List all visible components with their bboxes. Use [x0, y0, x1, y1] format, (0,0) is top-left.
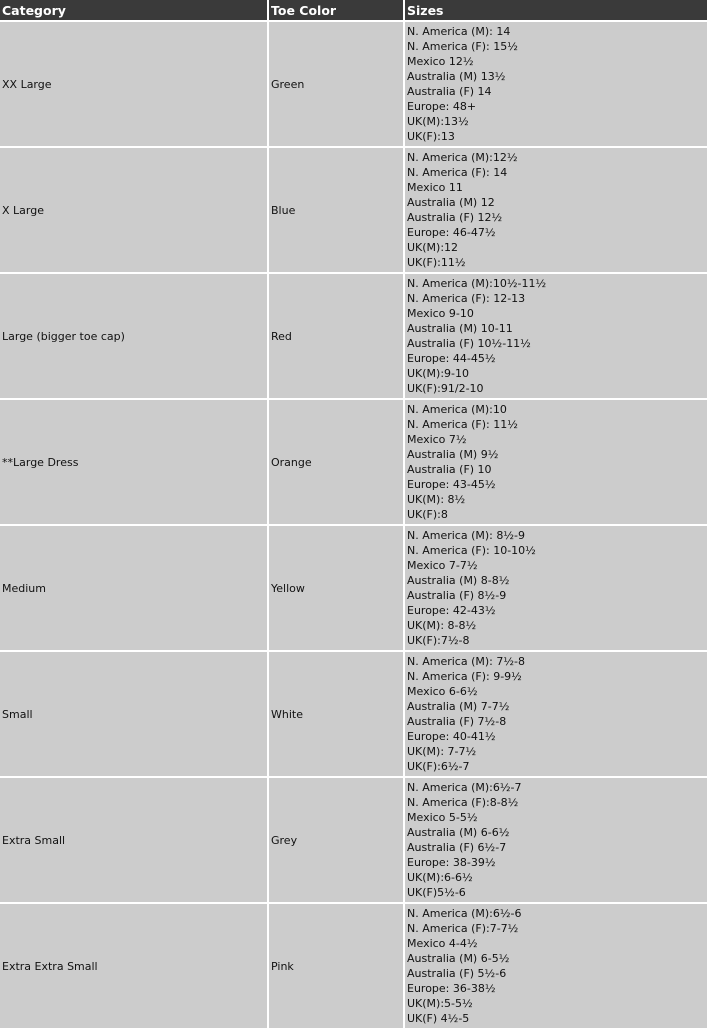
size-entry: Australia (M) 9½ — [407, 448, 499, 461]
table-row — [0, 22, 707, 146]
size-entry: N. America (F): 12-13 — [407, 292, 526, 305]
size-entry: N. America (F): 15½ — [407, 40, 518, 53]
toe-color-cell: Green — [269, 22, 403, 146]
size-entry: Mexico 4-4½ — [407, 937, 478, 950]
size-entry: UK(F):6½-7 — [407, 760, 470, 773]
toe-color-cell: Yellow — [269, 526, 403, 650]
size-entry: Australia (F) 6½-7 — [407, 841, 507, 854]
toe-color-cell: Red — [269, 274, 403, 398]
category-cell: Extra Extra Small — [0, 904, 267, 1028]
size-entry: N. America (M): 14 — [407, 25, 511, 38]
category-cell: Medium — [0, 526, 267, 650]
size-entry: Australia (F) 14 — [407, 85, 492, 98]
size-entry: Australia (F) 10½-11½ — [407, 337, 531, 350]
size-entry: UK(F):11½ — [407, 256, 466, 269]
column-header-toe-color: Toe Color — [269, 0, 403, 20]
size-entry: UK(F) 4½-5 — [407, 1012, 470, 1025]
size-entry: Australia (M) 12 — [407, 196, 495, 209]
size-entry: UK(F)5½-6 — [407, 886, 466, 899]
size-entry: N. America (M):6½-7 — [407, 781, 522, 794]
column-header-category: Category — [0, 0, 267, 20]
table-row — [0, 652, 707, 776]
size-entry: Australia (M) 10-11 — [407, 322, 513, 335]
sizes-cell — [405, 652, 707, 776]
size-entry: Mexico 5-5½ — [407, 811, 478, 824]
size-entry: UK(M):12 — [407, 241, 459, 254]
size-entry: Europe: 48+ — [407, 100, 477, 113]
size-entry: Australia (F) 8½-9 — [407, 589, 507, 602]
size-entry: UK(M): 7-7½ — [407, 745, 477, 758]
size-entry: Australia (F) 7½-8 — [407, 715, 507, 728]
size-entry: UK(M): 8½ — [407, 493, 466, 506]
size-entry: UK(M):5-5½ — [407, 997, 473, 1010]
toe-color-cell: Pink — [269, 904, 403, 1028]
table-row — [0, 904, 707, 1028]
sizes-cell — [405, 148, 707, 272]
size-entry: UK(F):13 — [407, 130, 455, 143]
size-entry: N. America (M): 8½-9 — [407, 529, 525, 542]
sizes-cell — [405, 400, 707, 524]
size-entry: Australia (M) 7-7½ — [407, 700, 510, 713]
category-cell: Extra Small — [0, 778, 267, 902]
size-entry: Mexico 7-7½ — [407, 559, 478, 572]
size-entry: Australia (F) 12½ — [407, 211, 503, 224]
size-entry: N. America (F): 10-10½ — [407, 544, 536, 557]
size-entry: Mexico 7½ — [407, 433, 467, 446]
toe-color-cell: White — [269, 652, 403, 776]
size-entry: N. America (F): 11½ — [407, 418, 518, 431]
sizes-cell — [405, 274, 707, 398]
size-entry: N. America (F): 14 — [407, 166, 508, 179]
toe-color-cell: Grey — [269, 778, 403, 902]
column-header-sizes: Sizes — [405, 0, 707, 20]
size-entry: N. America (M):12½ — [407, 151, 518, 164]
size-entry: Australia (M) 6-6½ — [407, 826, 510, 839]
category-cell: Small — [0, 652, 267, 776]
sizes-cell — [405, 22, 707, 146]
size-entry: N. America (F): 9-9½ — [407, 670, 522, 683]
table-row — [0, 778, 707, 902]
size-entry: UK(F):7½-8 — [407, 634, 470, 647]
size-entry: Mexico 12½ — [407, 55, 474, 68]
size-entry: UK(M): 8-8½ — [407, 619, 477, 632]
size-entry: UK(F):91/2-10 — [407, 382, 484, 395]
size-entry: UK(M):9-10 — [407, 367, 470, 380]
table-row — [0, 274, 707, 398]
table-body — [0, 22, 707, 1028]
category-cell: **Large Dress — [0, 400, 267, 524]
table-row — [0, 400, 707, 524]
size-entry: UK(F):8 — [407, 508, 448, 521]
size-entry: Mexico 9-10 — [407, 307, 474, 320]
size-entry: Europe: 44-45½ — [407, 352, 496, 365]
table-row — [0, 148, 707, 272]
size-entry: Australia (F) 5½-6 — [407, 967, 507, 980]
size-entry: Europe: 36-38½ — [407, 982, 496, 995]
size-entry: Europe: 42-43½ — [407, 604, 496, 617]
size-entry: Europe: 43-45½ — [407, 478, 496, 491]
category-cell: X Large — [0, 148, 267, 272]
size-entry: Europe: 40-41½ — [407, 730, 496, 743]
sizes-cell — [405, 904, 707, 1028]
size-entry: N. America (M):10 — [407, 403, 507, 416]
size-entry: Australia (M) 13½ — [407, 70, 506, 83]
category-cell: Large (bigger toe cap) — [0, 274, 267, 398]
size-entry: UK(M):6-6½ — [407, 871, 473, 884]
size-entry: Mexico 11 — [407, 181, 463, 194]
sizes-cell — [405, 526, 707, 650]
size-entry: Mexico 6-6½ — [407, 685, 478, 698]
size-entry: Australia (F) 10 — [407, 463, 492, 476]
size-entry: N. America (M):6½-6 — [407, 907, 522, 920]
size-entry: Australia (M) 8-8½ — [407, 574, 510, 587]
size-entry: N. America (M):10½-11½ — [407, 277, 547, 290]
size-entry: Europe: 38-39½ — [407, 856, 496, 869]
size-entry: Australia (M) 6-5½ — [407, 952, 510, 965]
size-entry: N. America (F):7-7½ — [407, 922, 519, 935]
category-cell: XX Large — [0, 22, 267, 146]
size-entry: Europe: 46-47½ — [407, 226, 496, 239]
table-header-row — [0, 0, 707, 20]
toe-color-cell: Blue — [269, 148, 403, 272]
size-entry: UK(M):13½ — [407, 115, 469, 128]
table-row — [0, 526, 707, 650]
toe-color-cell: Orange — [269, 400, 403, 524]
sizes-cell — [405, 778, 707, 902]
size-entry: N. America (F):8-8½ — [407, 796, 519, 809]
size-entry: N. America (M): 7½-8 — [407, 655, 525, 668]
